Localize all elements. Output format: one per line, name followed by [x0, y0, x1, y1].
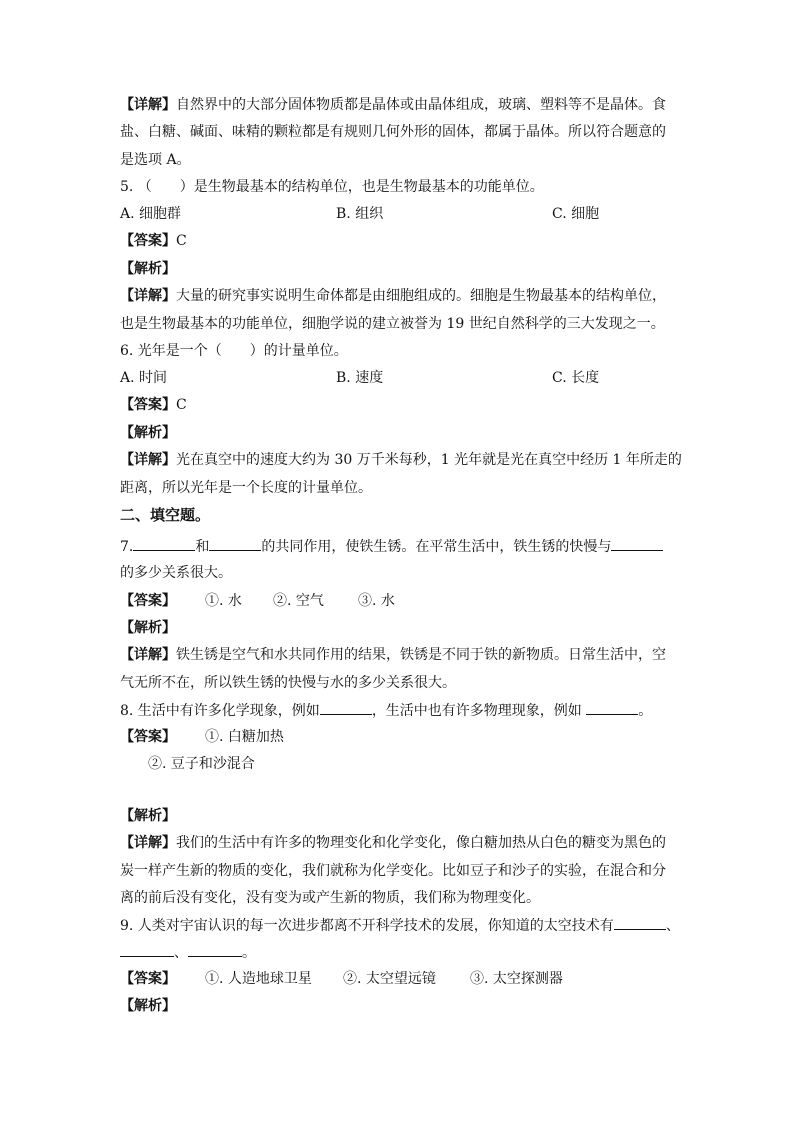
- blank-3: [188, 942, 242, 957]
- q8-answer: [120, 727, 176, 747]
- blank-2: [120, 942, 174, 957]
- q4-detail-text-1: 自然界中的大部分固体物质都是晶体或由晶体组成，玻璃、塑料等不是晶体。食: [176, 97, 666, 113]
- q6-stem: 6. 光年是一个（ ）的计量单位。: [120, 343, 348, 359]
- q9-answer-2: ②. 太空望远镜: [343, 971, 436, 987]
- q7-answer-3: ③. 水: [358, 593, 395, 609]
- answer-tag: 【答案】: [120, 397, 176, 413]
- detail-tag: 【详解】: [120, 288, 176, 304]
- q7-detail-line-2: 气无所不在，所以铁生锈的快慢与水的多少关系很大。: [120, 675, 456, 691]
- q7-stem-line-2: 的多少关系很大。: [120, 565, 232, 581]
- q5-option-a: A. 细胞群: [120, 206, 182, 222]
- q9-answer: [120, 969, 176, 989]
- detail-tag: 【详解】: [120, 835, 176, 851]
- q6-analysis-tag: 【解析】: [120, 425, 176, 441]
- q5-stem: 5. （ ）是生物最基本的结构单位，也是生物最基本的功能单位。: [120, 179, 544, 195]
- answer-tag: 【答案】: [120, 593, 176, 609]
- q8-text-1: 8. 生活中有许多化学现象，例如: [120, 703, 320, 719]
- q9-stem: [120, 915, 680, 936]
- q7-stem: [120, 536, 663, 557]
- blank-1: [614, 915, 666, 930]
- detail-tag: 【详解】: [120, 452, 176, 468]
- q7-answer-2: ②. 空气: [273, 593, 324, 609]
- q5-option-b: B. 组织: [336, 206, 384, 222]
- q6-detail-line-1: [120, 450, 682, 470]
- q7-detail-line-1: [120, 645, 666, 665]
- blank-1: [133, 536, 195, 551]
- q8-detail-line-2: 炭一样产生新的物质的变化，我们就称为化学变化。比如豆子和沙子的实验，在混合和分: [120, 863, 666, 879]
- q7-answer: [120, 591, 176, 611]
- blank-2: [209, 536, 261, 551]
- q8-text-2: ，生活中也有许多物理现象，例如: [371, 703, 582, 719]
- q9-text-end: 。: [242, 945, 256, 961]
- q8-stem: [120, 700, 652, 721]
- q7-text-2: 的共同作用，使铁生锈。在平常生活中，铁生锈的快慢与: [261, 539, 612, 555]
- q8-answer-1: ①. 白糖加热: [205, 729, 284, 745]
- blank-2: [586, 700, 638, 715]
- q4-detail-line-1: [120, 95, 666, 115]
- q9-text: 9. 人类对宇宙认识的每一次进步都离不开科学技术的发展，你知道的太空技术有: [120, 918, 614, 934]
- blank-3: [611, 536, 663, 551]
- q6-detail-text-1: 光在真空中的速度大约为 30 万千米每秒，1 光年就是光在真空中经历 1 年所走的: [176, 452, 682, 468]
- q5-analysis-tag: 【解析】: [120, 261, 176, 277]
- q6-option-b: B. 速度: [336, 370, 384, 386]
- q9-separator: 、: [174, 945, 188, 961]
- q8-detail-line-1: [120, 833, 666, 853]
- q6-option-c: C. 长度: [552, 370, 600, 386]
- q9-stem-line-2: [120, 942, 256, 963]
- q5-option-c: C. 细胞: [552, 206, 600, 222]
- q8-answer-2: ②. 豆子和沙混合: [148, 756, 255, 772]
- q7-detail-text-1: 铁生锈是空气和水共同作用的结果，铁锈是不同于铁的新物质。日常生活中，空: [176, 647, 666, 663]
- q8-analysis-tag: 【解析】: [120, 808, 176, 824]
- answer-tag: 【答案】: [120, 971, 176, 987]
- q6-detail-line-2: 距离，所以光年是一个长度的计量单位。: [120, 480, 372, 496]
- q9-separator: 、: [665, 918, 680, 934]
- answer-tag: 【答案】: [120, 729, 176, 745]
- q5-answer-value: C: [176, 233, 187, 249]
- q7-text-1: 和: [195, 539, 210, 555]
- q6-answer: [120, 395, 187, 415]
- q9-answer-1: ①. 人造地球卫星: [205, 971, 312, 987]
- blank-1: [320, 700, 372, 715]
- q6-option-a: A. 时间: [120, 370, 168, 386]
- q9-answer-3: ③. 太空探测器: [470, 971, 563, 987]
- q7-number: 7.: [120, 539, 134, 555]
- detail-tag: 【详解】: [120, 647, 176, 663]
- q6-answer-value: C: [176, 397, 187, 413]
- q5-detail-line-2: 也是生物最基本的功能单位，细胞学说的建立被誉为 19 世纪自然科学的三大发现之一。: [120, 316, 665, 332]
- q9-analysis-tag: 【解析】: [120, 998, 176, 1014]
- q5-detail-text-1: 大量的研究事实说明生命体都是由细胞组成的。细胞是生物最基本的结构单位，: [176, 288, 666, 304]
- q4-detail-line-2: 盐、白糖、碱面、味精的颗粒都是有规则几何外形的固体，都属于晶体。所以符合题意的: [120, 124, 666, 140]
- q5-detail-line-1: [120, 286, 666, 306]
- q7-analysis-tag: 【解析】: [120, 620, 176, 636]
- q8-detail-line-3: 离的前后没有变化，没有变为或产生新的物质，我们称为物理变化。: [120, 890, 540, 906]
- q4-detail-line-3: 是选项 A。: [120, 152, 191, 168]
- q8-detail-text-1: 我们的生活中有许多的物理变化和化学变化，像白糖加热从白色的糖变为黑色的: [176, 835, 666, 851]
- answer-tag: 【答案】: [120, 233, 176, 249]
- section-title: 二、填空题。: [120, 506, 211, 524]
- q5-answer: [120, 231, 187, 251]
- q8-text-end: 。: [638, 703, 653, 719]
- q7-answer-1: ①. 水: [205, 593, 242, 609]
- detail-tag: 【详解】: [120, 97, 176, 113]
